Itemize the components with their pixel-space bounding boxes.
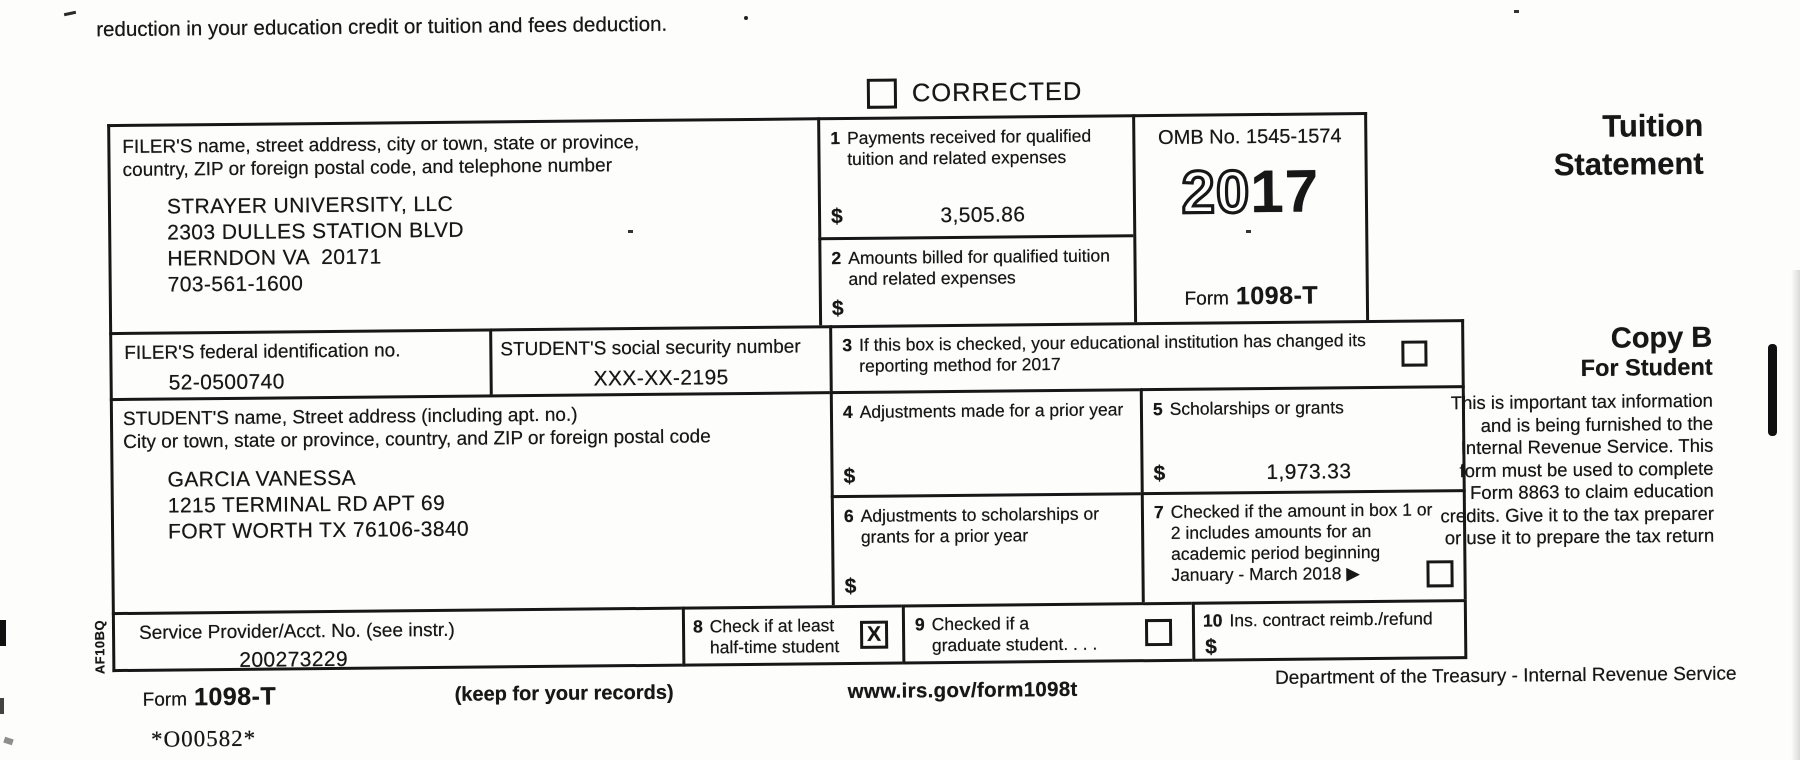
filer-federal-id-box — [109, 328, 490, 398]
filer-federal-id-label: FILER'S federal identification no. — [124, 340, 401, 364]
box8-half-time-student — [682, 605, 903, 667]
tax-year — [1181, 157, 1320, 226]
box6-dollar-sign: $ — [844, 574, 857, 599]
student-ssn-value: XXX-XX-2195 — [593, 366, 729, 391]
box4-dollar-sign: $ — [843, 464, 856, 489]
box2-label: Amounts billed for qualified tuition and related expenses — [848, 245, 1110, 290]
box1-dollar-sign: $ — [830, 205, 843, 229]
scan-artifact — [1768, 344, 1777, 436]
footer-irs-url: www.irs.gov/form1098t — [847, 677, 1078, 704]
scan-artifact — [744, 16, 748, 20]
box9-number: 9 — [914, 614, 925, 635]
copy-b-heading: Copy B — [1610, 321, 1713, 355]
student-street: 1215 TERMINAL RD APT 69 — [167, 491, 446, 518]
box7-label: Checked if the amount in box 1 or 2 includes amounts for an academic period beginning January - March 2018 ▶ — [1170, 499, 1433, 585]
box1-payments-received — [817, 114, 1133, 237]
filer-street: 2303 DULLES STATION BLVD — [167, 218, 465, 245]
footer-keep-note: (keep for your records) — [454, 681, 674, 706]
omb-number: OMB No. 1545-1574 — [1158, 125, 1342, 150]
corrected-label: CORRECTED — [911, 77, 1083, 107]
scan-artifact — [1514, 10, 1519, 13]
box5-label: Scholarships or grants — [1169, 397, 1344, 419]
student-info-box — [110, 391, 832, 612]
box6-label: Adjustments to scholarships or grants for a prior year — [860, 503, 1100, 547]
scan-edge-shade — [1791, 270, 1800, 760]
box5-dollar-sign: $ — [1153, 461, 1166, 486]
form-number: 1098-T — [1235, 281, 1319, 311]
form-word: Form — [1184, 288, 1230, 310]
box8-checkbox[interactable]: X — [860, 621, 888, 649]
box4-amount — [855, 486, 1130, 489]
box2-dollar-sign: $ — [831, 297, 844, 321]
box10-ins-contract — [1192, 599, 1468, 662]
footer-doc-code: *O00582* — [150, 725, 257, 752]
side-print-code: AF10BQ — [91, 619, 108, 675]
box3-checkbox[interactable] — [1401, 340, 1427, 366]
box9-checkbox[interactable] — [1145, 619, 1172, 646]
box1-label: Payments received for qualified tuition and related expenses — [846, 125, 1092, 170]
box2-number: 2 — [831, 248, 842, 269]
box9-label-line1: Checked if a — [931, 613, 1030, 635]
copy-b-column — [1429, 323, 1714, 550]
filer-phone: 703-561-1600 — [167, 272, 304, 297]
box6-amount — [856, 596, 1131, 599]
student-name: GARCIA VANESSA — [167, 466, 357, 492]
filer-federal-id-value: 52-0500740 — [168, 370, 285, 395]
form-number-signature — [1184, 281, 1318, 311]
omb-year-box — [1132, 112, 1369, 322]
box1-amount: 3,505.86 — [940, 203, 1026, 228]
scan-artifact — [628, 230, 633, 233]
box10-dollar-sign: $ — [1205, 635, 1218, 659]
box9-label-line2: graduate student. . . . — [931, 633, 1098, 656]
box3-number: 3 — [842, 334, 853, 356]
footer-department: Department of the Treasury - Internal Revenue Service — [1274, 663, 1737, 689]
copy-b-paragraph: This is important tax information and is being furnished to the Internal Revenue Service. This form must be used to complete Form 8863 to claim education credits. Give it to the tax preparer or use it to prepare the tax return — [1440, 389, 1715, 549]
footer-form-number: 1098-T — [193, 682, 277, 712]
footer-form-word: Form — [142, 689, 188, 711]
box6-adjustments-scholarships — [831, 492, 1142, 605]
form-title-line2: Statement — [1553, 145, 1704, 183]
box5-scholarships-grants — [1140, 385, 1466, 492]
box9-graduate-student — [902, 602, 1193, 665]
filer-label-line2: country, ZIP or foreign postal code, and telephone number — [122, 155, 613, 181]
box4-label: Adjustments made for a prior year — [859, 399, 1124, 422]
student-label-line1: STUDENT'S name, Street address (including apt. no.) — [122, 404, 578, 430]
filer-city-state-zip: HERNDON VA 20171 — [167, 245, 382, 271]
corrected-row — [867, 77, 1083, 109]
form-title-line1: Tuition — [1602, 107, 1704, 144]
box6-number: 6 — [843, 505, 854, 527]
box5-amount: 1,973.33 — [1266, 460, 1352, 484]
tax-year-bold-digits: 17 — [1250, 157, 1320, 226]
corrected-checkbox[interactable] — [867, 79, 897, 109]
service-provider-label: Service Provider/Acct. No. (see instr.) — [138, 619, 455, 644]
student-ssn-box — [489, 325, 830, 394]
box4-number: 4 — [842, 401, 853, 423]
form-title — [1427, 107, 1704, 186]
scan-artifact — [0, 620, 6, 646]
footer-form-signature — [143, 683, 277, 713]
box7-checkbox[interactable] — [1426, 560, 1453, 587]
tax-year-outline-digits: 20 — [1181, 158, 1251, 226]
box7-number: 7 — [1153, 501, 1164, 523]
student-label-line2: City or town, state or province, country, and ZIP or foreign postal code — [123, 426, 711, 453]
box8-label-line2: half-time student — [709, 636, 840, 658]
student-ssn-label: STUDENT'S social security number — [500, 336, 801, 361]
copy-b-subheading: For Student — [1580, 353, 1713, 381]
box8-number: 8 — [692, 616, 703, 637]
filer-name: STRAYER UNIVERSITY, LLC — [166, 192, 454, 219]
top-instruction-text: reduction in your education credit or tuition and fees deduction. — [96, 12, 668, 42]
box5-number: 5 — [1152, 398, 1163, 420]
filer-info-box — [107, 117, 819, 332]
box2-amounts-billed — [818, 234, 1134, 325]
box7-academic-period — [1141, 489, 1467, 602]
scan-artifact — [1246, 230, 1251, 233]
service-provider-box — [112, 607, 683, 672]
box2-amount — [844, 318, 1124, 321]
scan-artifact — [0, 698, 4, 714]
box1-number: 1 — [830, 128, 841, 149]
box10-number: 10 — [1202, 610, 1223, 631]
box3-label: If this box is checked, your educational institution has changed its reporting method for 2017 — [858, 330, 1366, 376]
box3-reporting-method — [829, 319, 1465, 391]
box10-label: Ins. contract reimb./refund — [1229, 608, 1433, 631]
student-city-state-zip: FORT WORTH TX 76106-3840 — [167, 517, 470, 544]
service-provider-value: 200273229 — [239, 647, 349, 672]
filer-label-line1: FILER'S name, street address, city or town, state or province, — [122, 132, 640, 158]
box8-label-line1: Check if at least — [709, 615, 835, 637]
box4-adjustments-prior-year — [830, 388, 1141, 495]
